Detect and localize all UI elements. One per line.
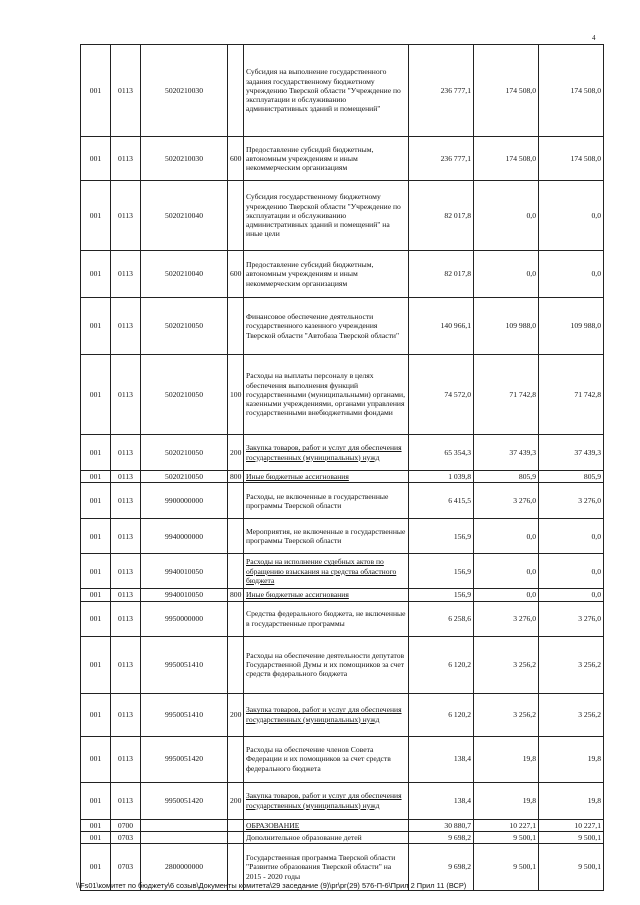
section-code-cell: 0113 bbox=[111, 45, 141, 137]
budget-table bbox=[80, 44, 604, 891]
target-article-cell bbox=[141, 819, 228, 831]
amount-cell-2: 0,0 bbox=[474, 519, 539, 554]
admin-code-cell: 001 bbox=[81, 819, 111, 831]
description-cell: Средства федерального бюджета, не включенные в государственные программы bbox=[244, 601, 409, 636]
amount-cell-1: 156,9 bbox=[409, 589, 474, 601]
admin-code-cell: 001 bbox=[81, 589, 111, 601]
section-code-cell: 0113 bbox=[111, 782, 141, 819]
target-article-cell: 2800000000 bbox=[141, 844, 228, 891]
amount-cell-3: 19,8 bbox=[539, 736, 604, 782]
admin-code-cell: 001 bbox=[81, 435, 111, 471]
amount-cell-1: 140 966,1 bbox=[409, 298, 474, 355]
table-row bbox=[81, 831, 604, 843]
description-cell: Иные бюджетные ассигнования bbox=[244, 589, 409, 601]
admin-code-cell: 001 bbox=[81, 181, 111, 251]
expense-type-cell bbox=[228, 298, 244, 355]
admin-code-cell: 001 bbox=[81, 298, 111, 355]
amount-cell-2: 174 508,0 bbox=[474, 137, 539, 181]
amount-cell-3: 805,9 bbox=[539, 471, 604, 483]
amount-cell-1: 74 572,0 bbox=[409, 355, 474, 435]
description-cell: ОБРАЗОВАНИЕ bbox=[244, 819, 409, 831]
target-article-cell: 9950051410 bbox=[141, 693, 228, 736]
amount-cell-1: 9 698,2 bbox=[409, 844, 474, 891]
section-code-cell: 0113 bbox=[111, 554, 141, 589]
description-cell: Расходы на исполнение судебных актов по обращению взыскания на средства областного бюджета bbox=[244, 554, 409, 589]
amount-cell-3: 10 227,1 bbox=[539, 819, 604, 831]
expense-type-cell bbox=[228, 831, 244, 843]
target-article-cell: 5020210030 bbox=[141, 45, 228, 137]
amount-cell-2: 19,8 bbox=[474, 736, 539, 782]
admin-code-cell: 001 bbox=[81, 831, 111, 843]
table-row bbox=[81, 554, 604, 589]
amount-cell-1: 65 354,3 bbox=[409, 435, 474, 471]
section-code-cell: 0113 bbox=[111, 298, 141, 355]
amount-cell-2: 3 256,2 bbox=[474, 693, 539, 736]
amount-cell-1: 82 017,8 bbox=[409, 181, 474, 251]
table-row bbox=[81, 519, 604, 554]
admin-code-cell: 001 bbox=[81, 483, 111, 519]
target-article-cell: 9940000000 bbox=[141, 519, 228, 554]
amount-cell-3: 3 276,0 bbox=[539, 483, 604, 519]
description-cell: Расходы на обеспечение деятельности депутатов Государственной Думы и их помощников за счет средств федерального бюджета bbox=[244, 636, 409, 693]
amount-cell-1: 1 039,8 bbox=[409, 471, 474, 483]
admin-code-cell: 001 bbox=[81, 471, 111, 483]
section-code-cell: 0113 bbox=[111, 483, 141, 519]
amount-cell-2: 71 742,8 bbox=[474, 355, 539, 435]
expense-type-cell: 600 bbox=[228, 137, 244, 181]
description-cell: Предоставление субсидий бюджетным, автономным учреждениям и иным некоммерческим организациям bbox=[244, 137, 409, 181]
target-article-cell: 9950051420 bbox=[141, 736, 228, 782]
description-cell: Субсидия государственному бюджетному учреждению Тверской области "Учреждение по эксплуатации и обслуживанию административных зданий и помещений" на иные цели bbox=[244, 181, 409, 251]
amount-cell-1: 138,4 bbox=[409, 782, 474, 819]
expense-type-cell bbox=[228, 636, 244, 693]
expense-type-cell bbox=[228, 45, 244, 137]
amount-cell-2: 37 439,3 bbox=[474, 435, 539, 471]
target-article-cell: 5020210050 bbox=[141, 355, 228, 435]
table-row bbox=[81, 819, 604, 831]
expense-type-cell: 800 bbox=[228, 589, 244, 601]
expense-type-cell bbox=[228, 519, 244, 554]
target-article-cell: 5020210050 bbox=[141, 435, 228, 471]
table-row bbox=[81, 355, 604, 435]
amount-cell-1: 6 415,5 bbox=[409, 483, 474, 519]
section-code-cell: 0703 bbox=[111, 831, 141, 843]
amount-cell-2: 9 500,1 bbox=[474, 844, 539, 891]
amount-cell-3: 71 742,8 bbox=[539, 355, 604, 435]
table-row bbox=[81, 483, 604, 519]
description-cell: Расходы на обеспечение членов Совета Федерации и их помощников за счет средств федерального бюджета bbox=[244, 736, 409, 782]
expense-type-cell: 100 bbox=[228, 355, 244, 435]
section-code-cell: 0113 bbox=[111, 435, 141, 471]
amount-cell-2: 109 988,0 bbox=[474, 298, 539, 355]
description-cell: Закупка товаров, работ и услуг для обеспечения государственных (муниципальных) нужд bbox=[244, 693, 409, 736]
admin-code-cell: 001 bbox=[81, 45, 111, 137]
amount-cell-2: 3 256,2 bbox=[474, 636, 539, 693]
amount-cell-1: 82 017,8 bbox=[409, 251, 474, 298]
description-cell: Финансовое обеспечение деятельности государственного казенного учреждения Тверской области "Автобаза Тверской области" bbox=[244, 298, 409, 355]
target-article-cell: 5020210050 bbox=[141, 471, 228, 483]
amount-cell-1: 156,9 bbox=[409, 519, 474, 554]
amount-cell-2: 0,0 bbox=[474, 554, 539, 589]
page-number: 4 bbox=[592, 34, 596, 42]
table-row bbox=[81, 435, 604, 471]
admin-code-cell: 001 bbox=[81, 355, 111, 435]
description-cell: Дополнительное образование детей bbox=[244, 831, 409, 843]
section-code-cell: 0113 bbox=[111, 736, 141, 782]
admin-code-cell: 001 bbox=[81, 137, 111, 181]
amount-cell-2: 805,9 bbox=[474, 471, 539, 483]
amount-cell-3: 9 500,1 bbox=[539, 844, 604, 891]
expense-type-cell bbox=[228, 181, 244, 251]
amount-cell-1: 6 120,2 bbox=[409, 636, 474, 693]
amount-cell-1: 6 258,6 bbox=[409, 601, 474, 636]
amount-cell-3: 0,0 bbox=[539, 589, 604, 601]
description-cell: Предоставление субсидий бюджетным, автономным учреждениям и иным некоммерческим организациям bbox=[244, 251, 409, 298]
description-cell: Субсидия на выполнение государственного задания государственному бюджетному учреждению Тверской области "Учреждение по эксплуатации и обслуживанию административных зданий и помещений" bbox=[244, 45, 409, 137]
target-article-cell: 9900000000 bbox=[141, 483, 228, 519]
section-code-cell: 0113 bbox=[111, 636, 141, 693]
section-code-cell: 0113 bbox=[111, 519, 141, 554]
amount-cell-2: 9 500,1 bbox=[474, 831, 539, 843]
table-row bbox=[81, 736, 604, 782]
target-article-cell: 9940010050 bbox=[141, 554, 228, 589]
amount-cell-3: 0,0 bbox=[539, 181, 604, 251]
target-article-cell: 9950000000 bbox=[141, 601, 228, 636]
target-article-cell: 9950051410 bbox=[141, 636, 228, 693]
target-article-cell: 5020210030 bbox=[141, 137, 228, 181]
section-code-cell: 0113 bbox=[111, 137, 141, 181]
amount-cell-3: 37 439,3 bbox=[539, 435, 604, 471]
section-code-cell: 0113 bbox=[111, 355, 141, 435]
table-row bbox=[81, 601, 604, 636]
amount-cell-2: 174 508,0 bbox=[474, 45, 539, 137]
expense-type-cell: 800 bbox=[228, 471, 244, 483]
amount-cell-3: 3 256,2 bbox=[539, 693, 604, 736]
table-row bbox=[81, 45, 604, 137]
amount-cell-2: 19,8 bbox=[474, 782, 539, 819]
table-row bbox=[81, 298, 604, 355]
section-code-cell: 0113 bbox=[111, 471, 141, 483]
description-cell: Закупка товаров, работ и услуг для обеспечения государственных (муниципальных) нужд bbox=[244, 782, 409, 819]
expense-type-cell bbox=[228, 554, 244, 589]
amount-cell-1: 9 698,2 bbox=[409, 831, 474, 843]
admin-code-cell: 001 bbox=[81, 782, 111, 819]
amount-cell-2: 10 227,1 bbox=[474, 819, 539, 831]
amount-cell-3: 0,0 bbox=[539, 251, 604, 298]
section-code-cell: 0700 bbox=[111, 819, 141, 831]
expense-type-cell bbox=[228, 819, 244, 831]
target-article-cell: 5020210050 bbox=[141, 298, 228, 355]
target-article-cell: 9940010050 bbox=[141, 589, 228, 601]
admin-code-cell: 001 bbox=[81, 601, 111, 636]
amount-cell-3: 174 508,0 bbox=[539, 45, 604, 137]
table-row bbox=[81, 693, 604, 736]
table-row bbox=[81, 589, 604, 601]
admin-code-cell: 001 bbox=[81, 844, 111, 891]
description-cell: Иные бюджетные ассигнования bbox=[244, 471, 409, 483]
table-row bbox=[81, 181, 604, 251]
description-cell: Закупка товаров, работ и услуг для обеспечения государственных (муниципальных) нужд bbox=[244, 435, 409, 471]
section-code-cell: 0113 bbox=[111, 693, 141, 736]
amount-cell-1: 30 880,7 bbox=[409, 819, 474, 831]
admin-code-cell: 001 bbox=[81, 554, 111, 589]
amount-cell-2: 0,0 bbox=[474, 251, 539, 298]
amount-cell-1: 6 120,2 bbox=[409, 693, 474, 736]
expense-type-cell bbox=[228, 483, 244, 519]
footer-file-path: \\Fs01\комитет по бюджету\6 созыв\Документы комитета\29 заседание (9)\pr\рг(29) 576-П-6\Прил 2 Прил 11 (ВСР) bbox=[76, 881, 467, 890]
section-code-cell: 0703 bbox=[111, 844, 141, 891]
amount-cell-3: 19,8 bbox=[539, 782, 604, 819]
description-cell: Расходы на выплаты персоналу в целях обеспечения выполнения функций государственными (муниципальными) органами, казенными учреждениями, органами управления государственными внебюджетными фондами bbox=[244, 355, 409, 435]
table-row bbox=[81, 137, 604, 181]
expense-type-cell bbox=[228, 601, 244, 636]
section-code-cell: 0113 bbox=[111, 589, 141, 601]
admin-code-cell: 001 bbox=[81, 693, 111, 736]
description-cell: Расходы, не включенные в государственные программы Тверской области bbox=[244, 483, 409, 519]
admin-code-cell: 001 bbox=[81, 636, 111, 693]
amount-cell-1: 236 777,1 bbox=[409, 137, 474, 181]
amount-cell-3: 9 500,1 bbox=[539, 831, 604, 843]
description-cell: Государственная программа Тверской области "Развитие образования Тверской области" на 2015 - 2020 годы bbox=[244, 844, 409, 891]
target-article-cell: 9950051420 bbox=[141, 782, 228, 819]
amount-cell-3: 109 988,0 bbox=[539, 298, 604, 355]
section-code-cell: 0113 bbox=[111, 181, 141, 251]
target-article-cell bbox=[141, 831, 228, 843]
expense-type-cell: 600 bbox=[228, 251, 244, 298]
section-code-cell: 0113 bbox=[111, 251, 141, 298]
amount-cell-3: 174 508,0 bbox=[539, 137, 604, 181]
admin-code-cell: 001 bbox=[81, 251, 111, 298]
description-cell: Мероприятия, не включенные в государственные программы Тверской области bbox=[244, 519, 409, 554]
expense-type-cell: 200 bbox=[228, 693, 244, 736]
amount-cell-1: 236 777,1 bbox=[409, 45, 474, 137]
target-article-cell: 5020210040 bbox=[141, 181, 228, 251]
table-row bbox=[81, 251, 604, 298]
expense-type-cell: 200 bbox=[228, 782, 244, 819]
amount-cell-2: 3 276,0 bbox=[474, 483, 539, 519]
target-article-cell: 5020210040 bbox=[141, 251, 228, 298]
section-code-cell: 0113 bbox=[111, 601, 141, 636]
table-row bbox=[81, 782, 604, 819]
amount-cell-1: 138,4 bbox=[409, 736, 474, 782]
amount-cell-3: 3 276,0 bbox=[539, 601, 604, 636]
amount-cell-2: 3 276,0 bbox=[474, 601, 539, 636]
table-row bbox=[81, 636, 604, 693]
expense-type-cell: 200 bbox=[228, 435, 244, 471]
amount-cell-3: 0,0 bbox=[539, 519, 604, 554]
expense-type-cell bbox=[228, 736, 244, 782]
admin-code-cell: 001 bbox=[81, 519, 111, 554]
admin-code-cell: 001 bbox=[81, 736, 111, 782]
amount-cell-3: 0,0 bbox=[539, 554, 604, 589]
amount-cell-1: 156,9 bbox=[409, 554, 474, 589]
amount-cell-2: 0,0 bbox=[474, 181, 539, 251]
amount-cell-2: 0,0 bbox=[474, 589, 539, 601]
amount-cell-3: 3 256,2 bbox=[539, 636, 604, 693]
table-row bbox=[81, 471, 604, 483]
